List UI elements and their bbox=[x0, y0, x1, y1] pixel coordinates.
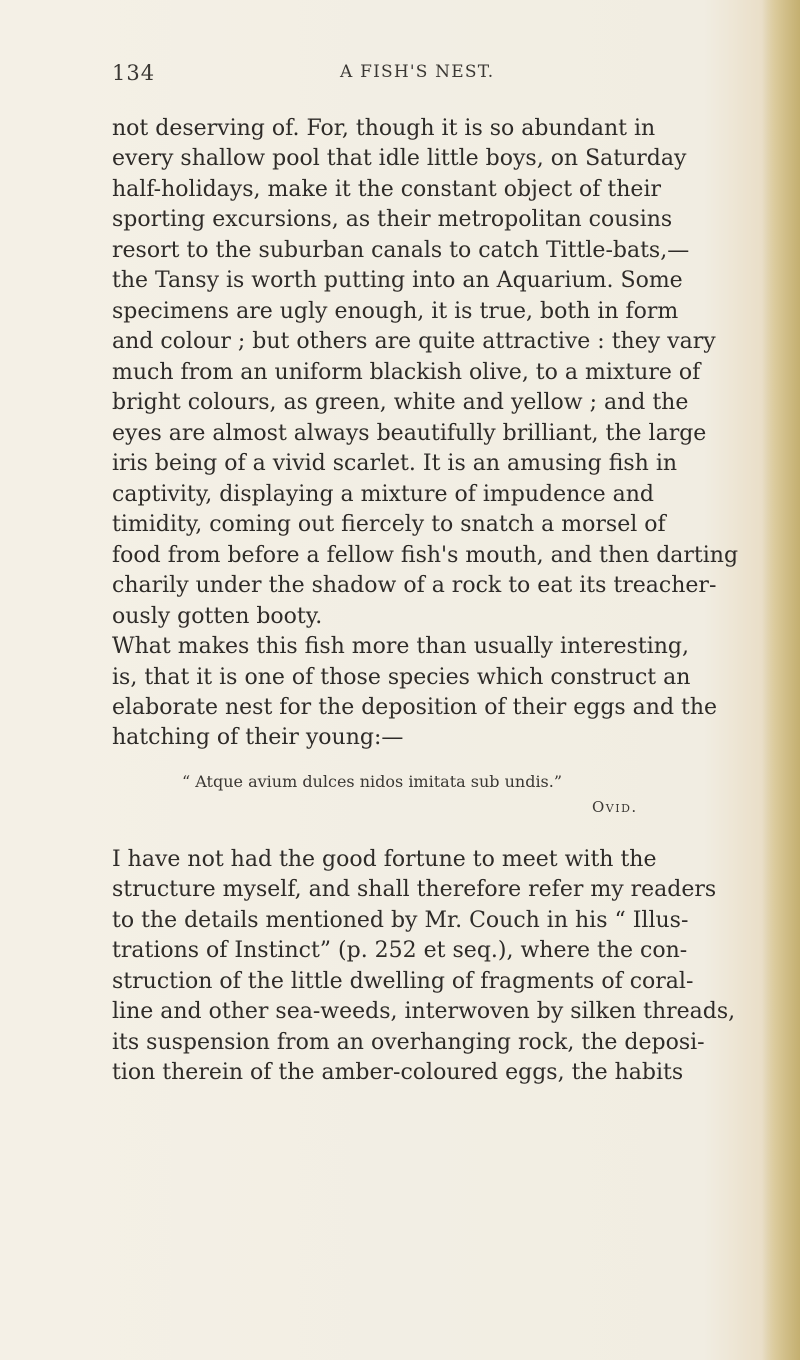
text-line: iris being of a vivid scarlet. It is an amusing fish in bbox=[112, 451, 678, 476]
text-line: hatching of their young:— bbox=[112, 725, 404, 750]
text-line: charily under the shadow of a rock to eat its treacher- bbox=[112, 573, 717, 598]
text-line: specimens are ugly enough, it is true, both in form bbox=[112, 299, 679, 324]
running-title: A FISH'S NEST. bbox=[340, 62, 495, 82]
text-line: the Tansy is worth putting into an Aquarium. Some bbox=[112, 268, 683, 293]
text-line: to the details mentioned by Mr. Couch in his “ Illus- bbox=[112, 908, 689, 933]
page-edge-shadow bbox=[762, 0, 800, 1360]
text-line: structure myself, and shall therefore refer my readers bbox=[112, 877, 717, 902]
text-line: sporting excursions, as their metropolitan cousins bbox=[112, 207, 673, 232]
text-line: struction of the little dwelling of fragments of coral- bbox=[112, 969, 694, 994]
text-line: its suspension from an overhanging rock, the deposi- bbox=[112, 1030, 705, 1055]
text-line: trations of Instinct” (p. 252 et seq.), where the con- bbox=[112, 938, 688, 963]
text-line: elaborate nest for the deposition of their eggs and the bbox=[112, 695, 718, 720]
text-line: resort to the suburban canals to catch Tittle-bats,— bbox=[112, 238, 690, 263]
text-line: food from before a fellow fish's mouth, and then darting bbox=[112, 543, 739, 568]
text-line: much from an uniform blackish olive, to a mixture of bbox=[112, 360, 701, 385]
text-line: timidity, coming out fiercely to snatch a morsel of bbox=[112, 512, 666, 537]
text-line: captivity, displaying a mixture of impudence and bbox=[112, 482, 655, 507]
text-line: is, that it is one of those species which construct an bbox=[112, 665, 691, 690]
text-line: What makes this fish more than usually interesting, bbox=[112, 634, 689, 659]
text-line: every shallow pool that idle little boys, on Saturday bbox=[112, 146, 687, 171]
text-line: eyes are almost always beautifully brilliant, the large bbox=[112, 421, 707, 446]
text-line: and colour ; but others are quite attractive : they vary bbox=[112, 329, 716, 354]
text-line: bright colours, as green, white and yellow ; and the bbox=[112, 390, 689, 415]
text-line: not deserving of. For, though it is so abundant in bbox=[112, 116, 656, 141]
text-line: tion therein of the amber-coloured eggs, the habits bbox=[112, 1060, 684, 1085]
text-line: line and other sea-weeds, interwoven by silken threads, bbox=[112, 999, 736, 1024]
page-number: 134 bbox=[112, 61, 156, 85]
text-line: I have not had the good fortune to meet with the bbox=[112, 847, 657, 872]
latin-quotation: “ Atque avium dulces nidos imitata sub undis.” bbox=[182, 772, 563, 791]
text-line: half-holidays, make it the constant object of their bbox=[112, 177, 661, 202]
quotation-attribution: Ovid. bbox=[592, 798, 638, 816]
page-header bbox=[0, 0, 800, 90]
text-line: ously gotten booty. bbox=[112, 604, 323, 629]
